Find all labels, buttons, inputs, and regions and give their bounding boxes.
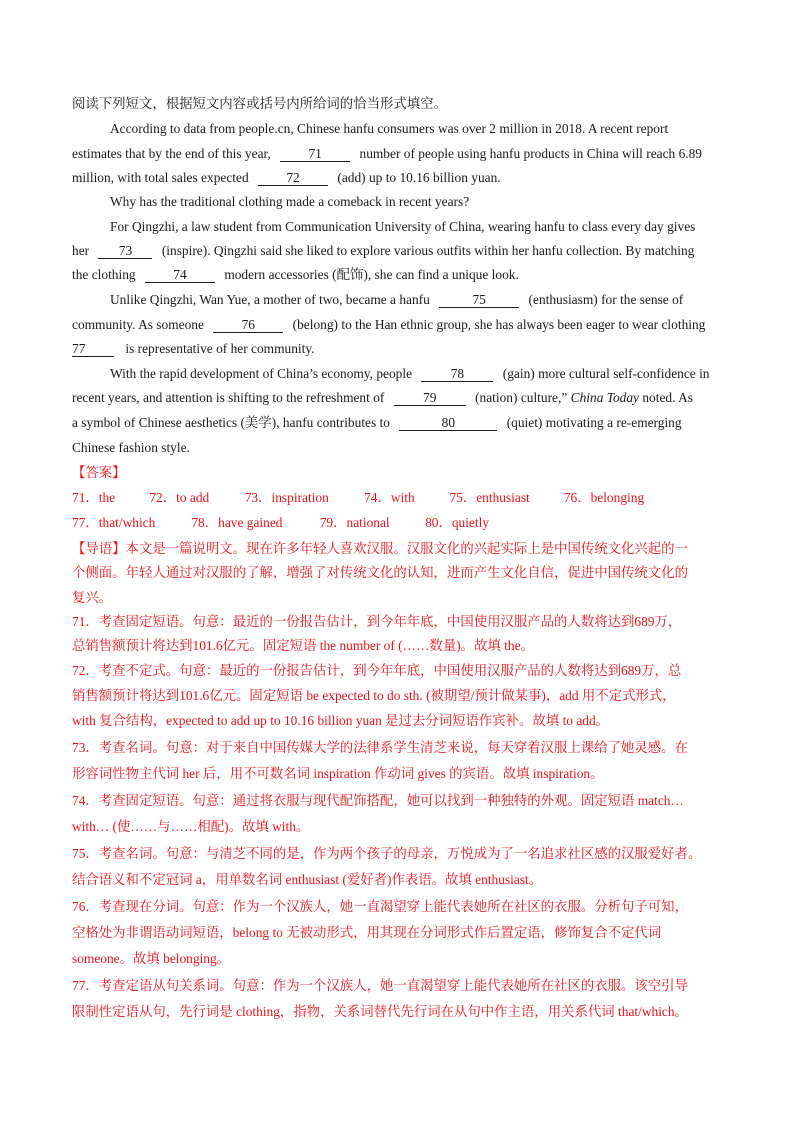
answer-item: 79．national [319, 515, 390, 530]
explanation-line: 76．考查现在分词。句意：作为一个汉族人，她一直渴望穿上能代表她所在社区的衣服。分析句子可知， [72, 899, 688, 914]
explanation-line: 74．考查固定短语。句意：通过将衣服与现代配饰搭配，她可以找到一种独特的外观。固定短语 match… [72, 793, 684, 808]
explanation-line: 75．考查名词。句意：与清芝不同的是，作为两个孩子的母亲，万悦成为了一名追求社区感的汉服爱好者。 [72, 846, 702, 861]
passage-text: is representative of her community. [125, 341, 315, 356]
passage-line [72, 414, 682, 432]
passage-line [72, 316, 705, 334]
passage-line: Why has the traditional clothing made a comeback in recent years? [110, 194, 470, 209]
passage-text: a symbol of Chinese aesthetics (美学), hanfu contributes to [72, 415, 390, 430]
blank-75: 75 [439, 292, 519, 308]
passage-text: (inspire). Qingzhi said she liked to explore various outfits within her hanfu collection. By matching [161, 243, 695, 258]
passage-text: (nation) culture,” [475, 390, 568, 405]
passage-text: Unlike Qingzhi, Wan Yue, a mother of two, became a hanfu [110, 292, 430, 307]
passage-line [72, 389, 693, 407]
answer-heading: 【答案】 [72, 465, 126, 480]
blank-73: 73 [98, 243, 152, 259]
blank-80: 80 [399, 415, 497, 431]
passage-text: million, with total sales expected [72, 170, 249, 185]
blank-79: 79 [394, 390, 466, 406]
passage-text: noted. As [642, 390, 693, 405]
answer-item: 76．belonging [563, 490, 645, 505]
passage-text: (quiet) motivating a re-emerging [506, 415, 682, 430]
passage-text: her [72, 243, 90, 258]
passage-text: (enthusiasm) for the sense of [528, 292, 684, 307]
passage-line: According to data from people.cn, Chinese hanfu consumers was over 2 million in 2018. A recent report [110, 121, 669, 136]
passage-text: (belong) to the Han ethnic group, she has always been eager to wear clothing [292, 317, 706, 332]
explanation-line: someone。故填 belonging。 [72, 951, 231, 966]
passage-line [72, 242, 694, 260]
explanation-line: 销售额预计将达到101.6亿元。固定短语 be expected to do sth. (被期望/预计做某事)，add 用不定式形式， [72, 688, 676, 703]
blank-71: 71 [280, 146, 350, 162]
passage-line [110, 291, 683, 309]
guide-line: 个侧面。年轻人通过对汉服的了解，增强了对传统文化的认知，进而产生文化自信，促进中国传统文化的 [72, 565, 688, 580]
passage-line [72, 340, 315, 358]
passage-text: estimates that by the end of this year, [72, 146, 271, 161]
explanation-line: 71．考查固定短语。句意：最近的一份报告估计，到今年年底，中国使用汉服产品的人数将达到689万， [72, 614, 682, 629]
explanation-line: 形容词性物主代词 her 后，用不可数名词 inspiration 作动词 gives 的宾语。故填 inspiration。 [72, 766, 604, 781]
answer-item: 74．with [364, 490, 415, 505]
passage-text: the clothing [72, 267, 136, 282]
blank-72: 72 [258, 170, 328, 186]
passage-text: With the rapid development of China’s economy, people [110, 366, 413, 381]
explanation-line: 总销售额预计将达到101.6亿元。固定短语 the number of (……数量)。故填 the。 [72, 638, 534, 653]
answer-item: 72．to add [149, 490, 210, 505]
guide-line: 【导语】本文是一篇说明文。现在许多年轻人喜欢汉服。汉服文化的兴起实际上是中国传统文化兴起的一 [72, 541, 688, 556]
passage-line [72, 145, 702, 163]
passage-line: For Qingzhi, a law student from Communication University of China, wearing hanfu to class every day gives [110, 219, 696, 234]
answer-item: 73．inspiration [244, 490, 329, 505]
blank-77: 77 [72, 341, 114, 357]
passage-text: (gain) more cultural self-confidence in [502, 366, 710, 381]
answer-row-1 [72, 489, 644, 507]
instruction: 阅读下列短文，根据短文内容或括号内所给词的恰当形式填空。 [72, 96, 447, 111]
answer-item: 77．that/which [72, 515, 156, 530]
explanation-line: 限制性定语从句，先行词是 clothing，指物，关系词替代先行词在从句中作主语，用关系代词 that/which。 [72, 1004, 688, 1019]
passage-line [72, 266, 519, 284]
passage-text: community. As someone [72, 317, 204, 332]
explanation-line: 72．考查不定式。句意：最近的一份报告估计，到今年年底，中国使用汉服产品的人数将达到689万，总 [72, 663, 682, 678]
explanation-line: 空格处为非谓语动词短语，belong to 无被动形式，用其现在分词形式作后置定语，修饰复合不定代词 [72, 925, 662, 940]
passage-text: number of people using hanfu products in China will reach 6.89 [359, 146, 703, 161]
explanation-line: 73．考查名词。句意：对于来自中国传媒大学的法律系学生清芝来说，每天穿着汉服上课给了她灵感。在 [72, 740, 688, 755]
blank-78: 78 [421, 366, 493, 382]
answer-row-2 [72, 514, 489, 532]
answer-item: 78．have gained [191, 515, 283, 530]
passage-line [72, 169, 501, 187]
answer-item: 80．quietly [425, 515, 490, 530]
publication-name: China Today [570, 390, 639, 405]
explanation-line: with… (使……与……相配)。故填 with。 [72, 819, 310, 834]
explanation-line: 结合语义和不定冠词 a，用单数名词 enthusiast (爱好者)作表语。故填 enthusiast。 [72, 872, 543, 887]
answer-item: 71．the [72, 490, 116, 505]
passage-text: modern accessories (配饰), she can find a unique look. [224, 267, 519, 282]
answer-item: 75．enthusiast [449, 490, 530, 505]
passage-line: Chinese fashion style. [72, 440, 190, 455]
blank-74: 74 [145, 267, 215, 283]
passage-text: recent years, and attention is shifting to the refreshment of [72, 390, 385, 405]
explanation-line: with 复合结构，expected to add up to 10.16 billion yuan 是过去分词短语作宾补。故填 to add。 [72, 713, 610, 728]
guide-line: 复兴。 [72, 590, 113, 605]
passage-line [110, 365, 709, 383]
passage-text: (add) up to 10.16 billion yuan. [337, 170, 501, 185]
explanation-line: 77．考查定语从句关系词。句意：作为一个汉族人，她一直渴望穿上能代表她所在社区的衣服。该空引导 [72, 978, 688, 993]
blank-76: 76 [213, 317, 283, 333]
